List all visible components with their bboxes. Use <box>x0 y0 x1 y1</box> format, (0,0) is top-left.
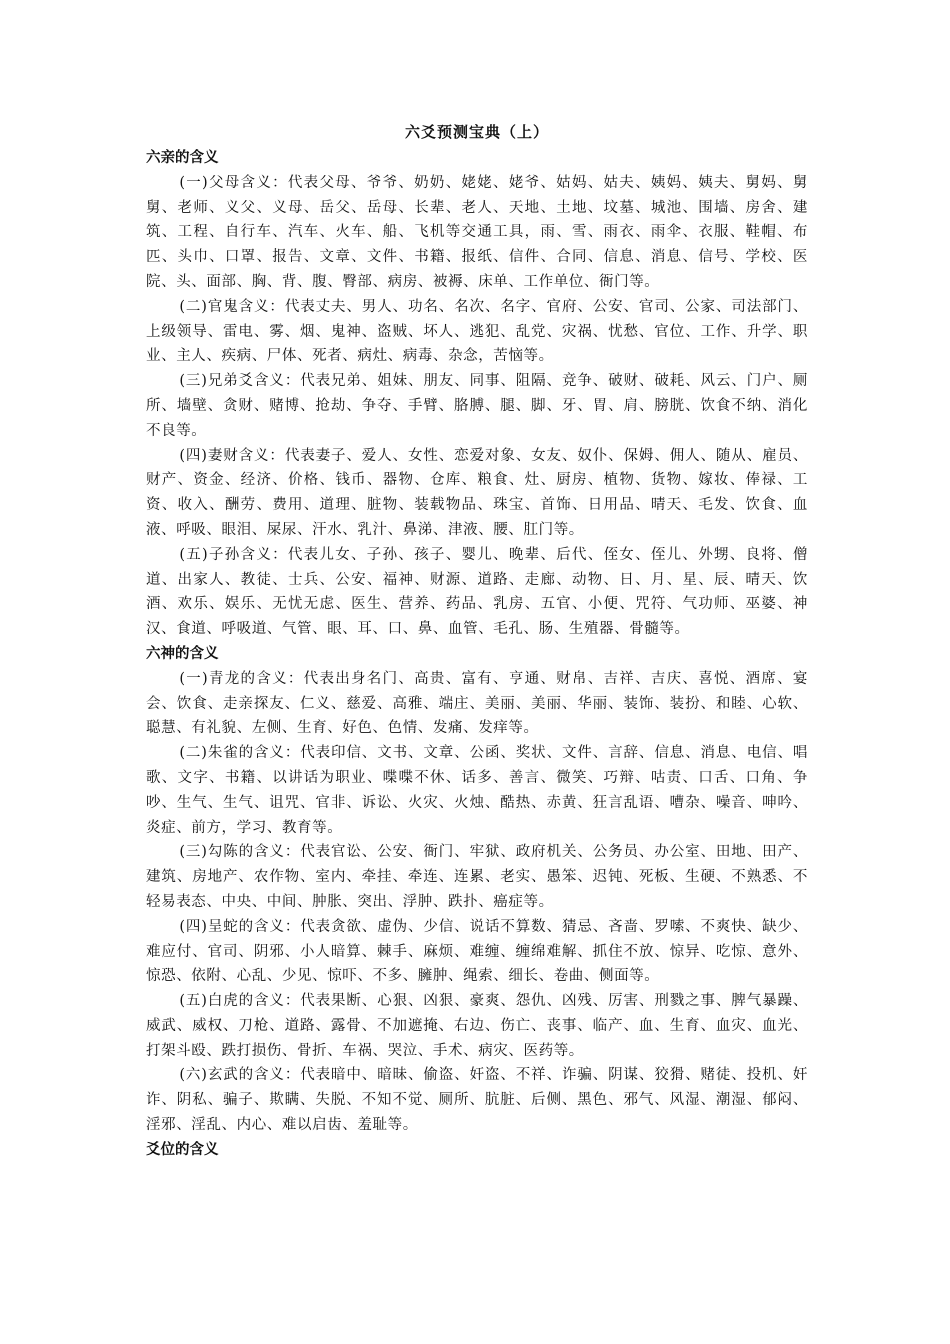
document-title: 六爻预测宝典（上） <box>404 123 549 141</box>
paragraph-qicai: (四)妻财含义：代表妻子、爱人、女性、恋爱对象、女友、奴仆、保姆、佣人、随从、雇员、财产、资金、经济、价格、钱币、器物、仓库、粮食、灶、厨房、植物、货物、嫁妆、俸禄、工资、收入、酬劳、费用、道理、脏物、装载物品、珠宝、首饰、日用品、晴天、毛发、饮食、血液、呼吸、眼泪、屎尿、汗水、乳汁、鼻涕、津液、腰、肛门等。 <box>146 447 808 538</box>
paragraph-zisun: (五)子孙含义：代表儿女、子孙、孩子、婴儿、晚辈、后代、侄女、侄儿、外甥、良将、僧道、出家人、教徒、士兵、公安、福神、财源、道路、走廊、动物、日、月、星、辰、晴天、饮酒、欢乐、娱乐、无忧无虑、医生、营养、药品、乳房、五官、小便、咒符、气功师、巫婆、神汉、食道、呼吸道、气管、眼、耳、口、鼻、血管、毛孔、肠、生殖器、骨髓等。 <box>146 546 808 638</box>
paragraph-guangui: (二)官鬼含义：代表丈夫、男人、功名、名次、名字、官府、公安、官司、公家、司法部门、上级领导、雷电、雾、烟、鬼神、盗贼、坏人、逃犯、乱党、灾祸、忧愁、官位、工作、升学、职业、主人、疾病、尸体、死者、病灶、病毒、杂念，苦恼等。 <box>146 298 808 365</box>
paragraph-zhuque: (二)朱雀的含义：代表印信、文书、文章、公函、奖状、文件、言辞、信息、消息、电信、唱歌、文字、书籍、以讲话为职业、喋喋不休、话多、善言、微笑、巧辩、咕责、口舌、口角、争吵、生气、生气、诅咒、官非、诉讼、火灾、火烛、酷热、赤黄、狂言乱语、嘈杂、噪音、呻吟、炎症、前方，学习、教育等。 <box>146 745 808 836</box>
paragraph-xuanwu: (六)玄武的含义：代表暗中、暗昧、偷盗、奸盗、不祥、诈骗、阴谋、狡猾、赌徒、投机、奸诈、阴私、骗子、欺瞒、失脱、不知不觉、厕所、肮脏、后侧、黑色、邪气、风湿、潮湿、郁闷、淫邪、淫乱、内心、难以启齿、羞耻等。 <box>146 1067 808 1134</box>
paragraph-tengshe: (四)呈蛇的含义：代表贪欲、虚伪、少信、说话不算数、猜忌、吝啬、罗嗦、不爽快、缺少、难应付、官司、阴邪、小人暗算、棘手、麻烦、难缠、缠绵难解、抓住不放、惊异、吃惊、意外、惊恐、依附、心乱、少见、惊吓、不多、臃肿、绳索、细长、卷曲、侧面等。 <box>146 918 808 985</box>
section-heading-liuqin: 六亲的含义 <box>146 149 219 166</box>
section-heading-liushen: 六神的含义 <box>146 644 219 662</box>
paragraph-qinglong: (一)青龙的含义：代表出身名门、高贵、富有、亨通、财帛、吉祥、吉庆、喜悦、酒席、宴会、饮食、走亲探友、仁义、慈爱、高雅、端庄、美丽、美丽、华丽、装饰、装扮、和睦、心软、聪慧、有礼貌、左侧、生育、好色、色情、发痛、发痒等。 <box>146 670 808 737</box>
paragraph-xiongdi: (三)兄弟爻含义：代表兄弟、姐妹、朋友、同事、阻隔、竞争、破财、破耗、风云、门户、厕所、墙壁、贪财、赌博、抢劫、争夺、手臂、胳膊、腿、脚、牙、胃、肩、膀胱、饮食不纳、消化不良等。 <box>146 373 808 439</box>
paragraph-baihu: (五)白虎的含义：代表果断、心狠、凶狠、豪爽、怨仇、凶残、厉害、刑戮之事、脾气暴躁、威武、威权、刀枪、道路、露骨、不加遮掩、右边、伤亡、丧事、临产、血、生育、血灾、血光、打架斗殴、跌打损伤、骨折、车祸、哭泣、手术、病灾、医药等。 <box>146 993 808 1059</box>
section-heading-yaowei: 爻位的含义 <box>146 1140 219 1158</box>
document-page <box>146 120 808 1163</box>
paragraph-gouchen: (三)勾陈的含义：代表官讼、公安、衙门、牢狱、政府机关、公务员、办公室、田地、田产、建筑、房地产、农作物、室内、牵挂、牵连、连累、老实、愚笨、迟钝、死板、生硬、不熟悉、不轻易表态、中央、中间、肿胀、突出、浮肿、跌扑、癌症等。 <box>146 844 808 910</box>
paragraph-fumu: (一)父母含义：代表父母、爷爷、奶奶、姥姥、姥爷、姑妈、姑夫、姨妈、姨夫、舅妈、舅舅、老师、义父、义母、岳父、岳母、长辈、老人、天地、土地、坟墓、城池、围墙、房舍、建筑、工程、自行车、汽车、火车、船、飞机等交通工具，雨、雪、雨衣、雨伞、衣服、鞋帽、布匹、头巾、口罩、报告、文章、文件、书籍、报纸、信件、合同、信息、消息、信号、学校、医院、头、面部、胸、背、腹、臀部、病房、被褥、床单、工作单位、衙门等。 <box>146 174 808 290</box>
